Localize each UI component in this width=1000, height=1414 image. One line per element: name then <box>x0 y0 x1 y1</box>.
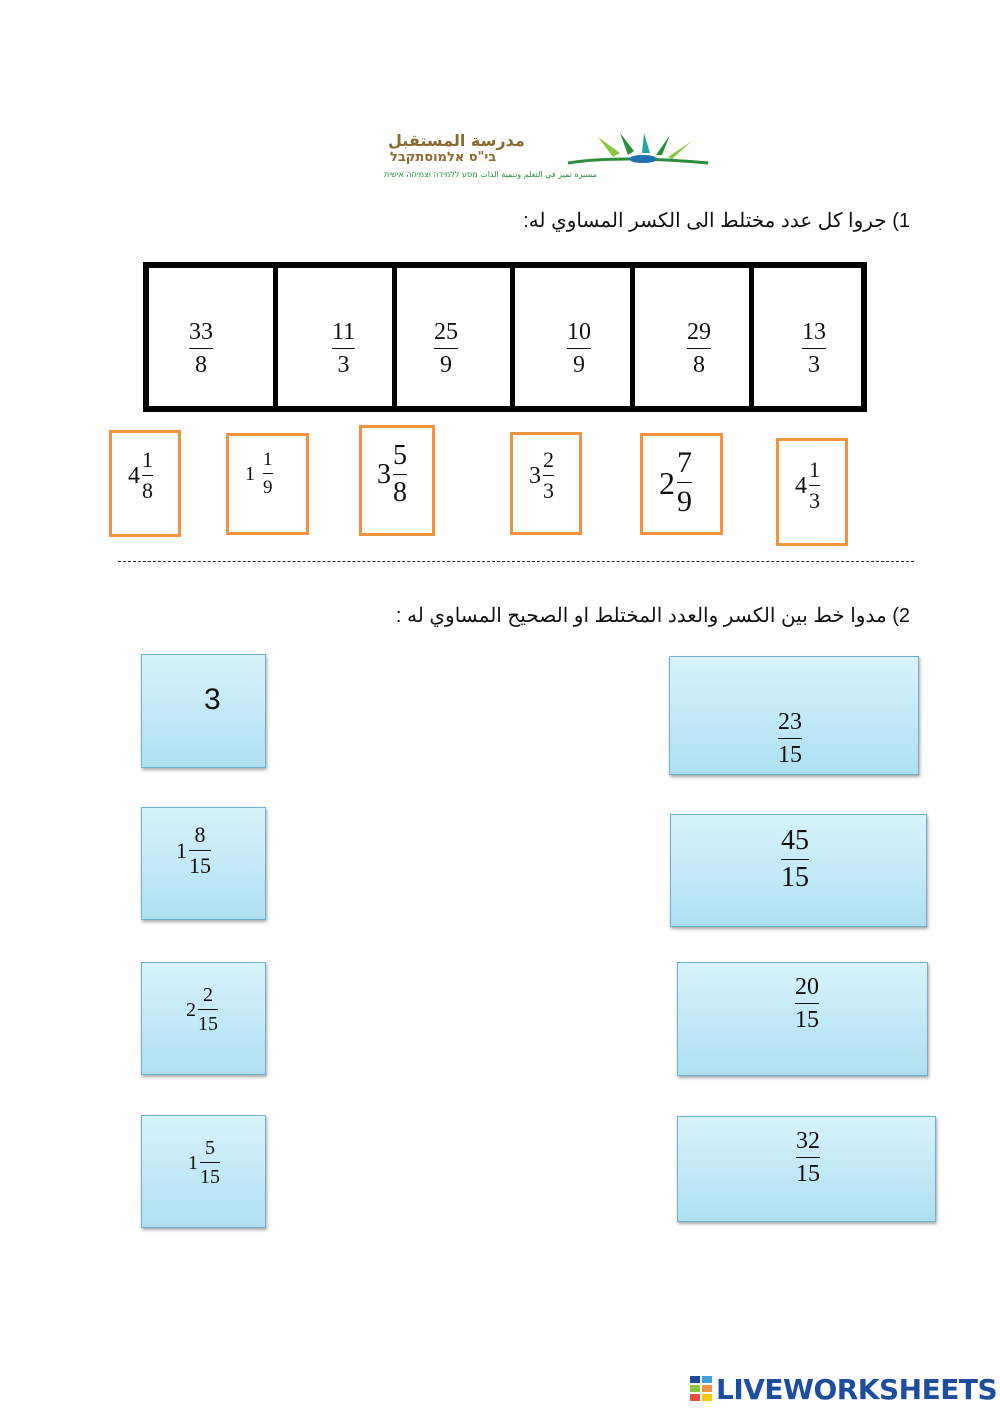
fraction <box>809 459 820 512</box>
whole-part: 1 <box>188 1151 198 1174</box>
fraction <box>778 710 802 767</box>
logo-tagline: مسيرة تميز في التعلم وتنمية الذات מסע ללמידה וצמיחה אישית <box>384 170 597 179</box>
fraction <box>795 975 819 1032</box>
whole-part: 1 <box>245 462 255 485</box>
mixed-number <box>245 450 273 497</box>
numerator: 2 <box>203 984 213 1006</box>
numerator: 11 <box>332 319 356 345</box>
whole-part: 4 <box>128 462 140 489</box>
mixed-number <box>128 449 153 502</box>
fraction <box>781 827 809 892</box>
mixed-number <box>186 985 218 1034</box>
fraction <box>434 320 458 377</box>
table-cell[interactable] <box>510 268 630 406</box>
left-card[interactable] <box>141 1115 266 1228</box>
fraction <box>687 320 711 377</box>
right-card[interactable] <box>677 1116 936 1222</box>
denominator: 15 <box>778 742 802 768</box>
denominator: 3 <box>337 352 350 378</box>
table-cell[interactable] <box>273 268 392 406</box>
numerator: 20 <box>795 974 819 1000</box>
numerator: 25 <box>434 319 458 345</box>
table-cell[interactable] <box>149 268 273 406</box>
fraction <box>332 320 355 377</box>
fraction-table <box>143 262 867 412</box>
numerator: 13 <box>802 319 826 345</box>
mixed-number <box>176 824 211 877</box>
mixed-number <box>188 1138 220 1187</box>
numerator: 1 <box>809 457 820 482</box>
numerator: 8 <box>194 822 206 847</box>
table-cell[interactable] <box>630 268 749 406</box>
mixed-number <box>377 442 407 507</box>
denominator: 15 <box>198 1013 218 1035</box>
mixed-number-card[interactable] <box>109 430 181 537</box>
mixed-number-card[interactable] <box>359 425 435 536</box>
right-card[interactable] <box>670 814 927 927</box>
right-card[interactable] <box>669 656 919 775</box>
denominator: 3 <box>809 488 820 513</box>
whole-part: 3 <box>529 462 541 489</box>
whole-part: 4 <box>795 472 807 499</box>
numerator: 5 <box>205 1137 215 1159</box>
denominator: 3 <box>808 352 820 378</box>
fraction <box>198 985 218 1034</box>
numerator: 10 <box>567 319 591 345</box>
mixed-number-card[interactable] <box>226 433 309 535</box>
fraction <box>393 442 407 507</box>
mixed-number <box>795 459 820 512</box>
whole-number: 3 <box>204 683 221 716</box>
denominator: 15 <box>189 853 211 878</box>
denominator: 15 <box>781 862 809 893</box>
numerator: 5 <box>393 440 407 471</box>
denominator: 15 <box>795 1007 819 1033</box>
numerator: 23 <box>778 709 802 735</box>
fraction <box>567 320 591 377</box>
mixed-number-card[interactable] <box>776 438 848 546</box>
mixed-number <box>529 449 554 502</box>
left-card[interactable] <box>141 654 266 768</box>
fraction <box>200 1138 220 1187</box>
denominator: 15 <box>796 1161 820 1187</box>
liveworksheets-logo[interactable] <box>690 1372 997 1406</box>
question-1: 1) جروا كل عدد مختلط الى الكسر المساوي له: <box>523 210 910 232</box>
denominator: 8 <box>195 352 207 378</box>
leaves-icon <box>558 133 718 169</box>
mixed-number <box>659 448 692 517</box>
right-card[interactable] <box>677 962 928 1076</box>
mixed-number-card[interactable] <box>510 432 582 535</box>
numerator: 32 <box>796 1128 820 1154</box>
denominator: 8 <box>693 352 705 378</box>
mixed-number-card[interactable] <box>640 433 723 535</box>
numerator: 45 <box>781 825 809 856</box>
table-cell[interactable] <box>749 268 861 406</box>
denominator: 8 <box>393 477 407 508</box>
left-card[interactable] <box>141 962 266 1075</box>
whole-part: 2 <box>186 998 196 1021</box>
denominator: 15 <box>200 1166 220 1188</box>
logo-arabic-name: مدرسة المستقبل <box>388 131 525 150</box>
whole-part: 2 <box>659 464 675 501</box>
logo-hebrew-name: בי"ס אלמוסתקבל <box>390 150 497 165</box>
denominator: 9 <box>677 485 692 518</box>
fraction <box>142 449 153 502</box>
fraction <box>263 450 273 497</box>
table-cell[interactable] <box>392 268 510 406</box>
fraction <box>543 449 554 502</box>
numerator: 2 <box>543 447 554 472</box>
fraction <box>189 824 211 877</box>
denominator: 9 <box>263 477 273 498</box>
fraction <box>189 320 213 377</box>
section-divider <box>118 561 914 562</box>
whole-part: 3 <box>377 458 391 490</box>
fraction <box>796 1129 820 1186</box>
numerator: 29 <box>687 319 711 345</box>
fraction <box>677 448 692 517</box>
numerator: 1 <box>142 447 153 472</box>
question-2: 2) مدوا خط بين الكسر والعدد المختلط او الصحيح المساوي له : <box>395 605 910 627</box>
denominator: 9 <box>573 352 585 378</box>
brand-name: LIVEWORKSHEETS <box>716 1372 998 1406</box>
numerator: 33 <box>189 319 213 345</box>
numerator: 7 <box>677 446 692 479</box>
left-card[interactable] <box>141 807 266 920</box>
denominator: 8 <box>142 478 153 503</box>
denominator: 3 <box>543 478 554 503</box>
fraction <box>802 320 826 377</box>
school-logo <box>380 125 730 193</box>
denominator: 9 <box>440 352 452 378</box>
whole-part: 1 <box>176 837 187 863</box>
numerator: 1 <box>263 449 273 470</box>
liveworksheets-icon <box>690 1376 712 1402</box>
